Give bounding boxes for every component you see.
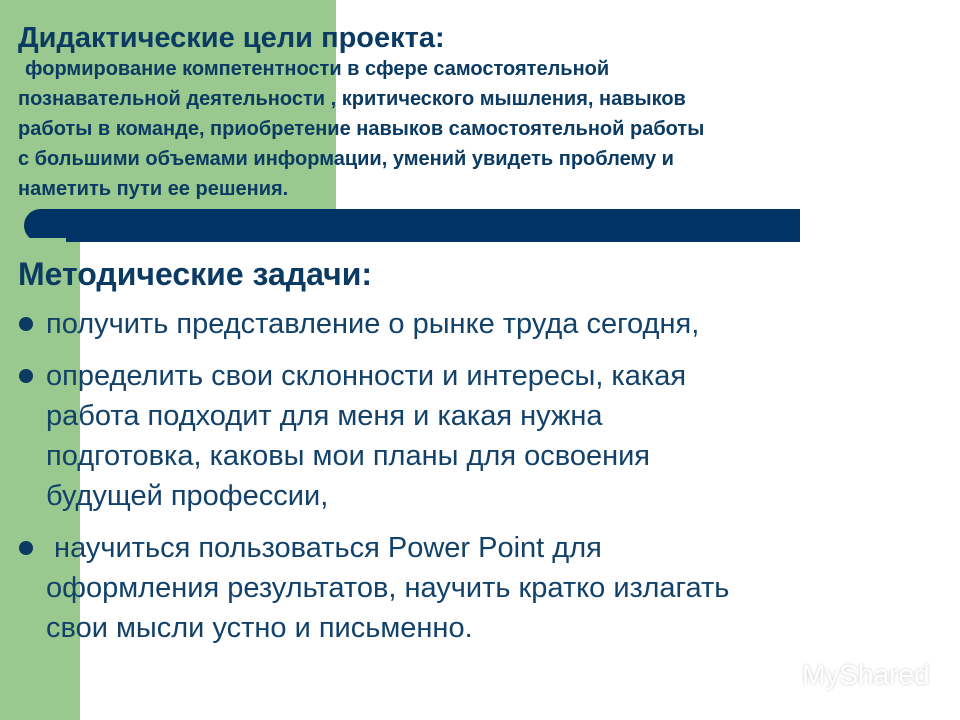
list-item-line: будущей профессии, xyxy=(46,480,329,512)
list-item-line: оформления результатов, научить кратко излагать xyxy=(46,572,730,604)
bullet-dot-icon xyxy=(19,317,33,331)
watermark-text: MyShared xyxy=(802,659,930,690)
list-item-line: подготовка, каковы мои планы для освоения xyxy=(46,440,650,472)
list-item xyxy=(0,356,960,516)
myshared-watermark xyxy=(762,655,942,695)
bullet-dot-icon xyxy=(19,541,33,555)
divider-bar xyxy=(24,209,800,242)
didactic-goals-line: работы в команде, приобретение навыков самостоятельной работы xyxy=(18,118,705,140)
list-item-line: определить свои склонности и интересы, какая xyxy=(46,360,687,392)
projector-screen-icon xyxy=(762,656,802,695)
didactic-goals-title: Дидактические цели проекта: xyxy=(18,22,445,54)
methodical-tasks-list xyxy=(0,304,960,648)
didactic-goals-line: познавательной деятельности , критического мышления, навыков xyxy=(18,88,686,110)
list-item xyxy=(0,528,960,648)
didactic-goals-line: формирование компетентности в сфере самостоятельной xyxy=(25,58,610,80)
didactic-goals-text xyxy=(18,54,943,204)
didactic-goals-line: с большими объемами информации, умений увидеть проблему и xyxy=(18,148,674,170)
list-item-line: получить представление о рынке труда сегодня, xyxy=(46,308,700,340)
list-item-line: свои мысли устно и письменно. xyxy=(46,612,473,644)
methodical-tasks-title: Методические задачи: xyxy=(18,256,373,292)
list-item-line: работа подходит для меня и какая нужна xyxy=(46,400,603,432)
list-item-line: научиться пользоваться Power Point для xyxy=(46,532,602,564)
bullet-dot-icon xyxy=(19,369,33,383)
divider-bar-notch xyxy=(24,238,66,244)
list-item xyxy=(0,304,960,344)
didactic-goals-line: наметить пути ее решения. xyxy=(18,178,289,200)
didactic-goals xyxy=(18,20,943,204)
